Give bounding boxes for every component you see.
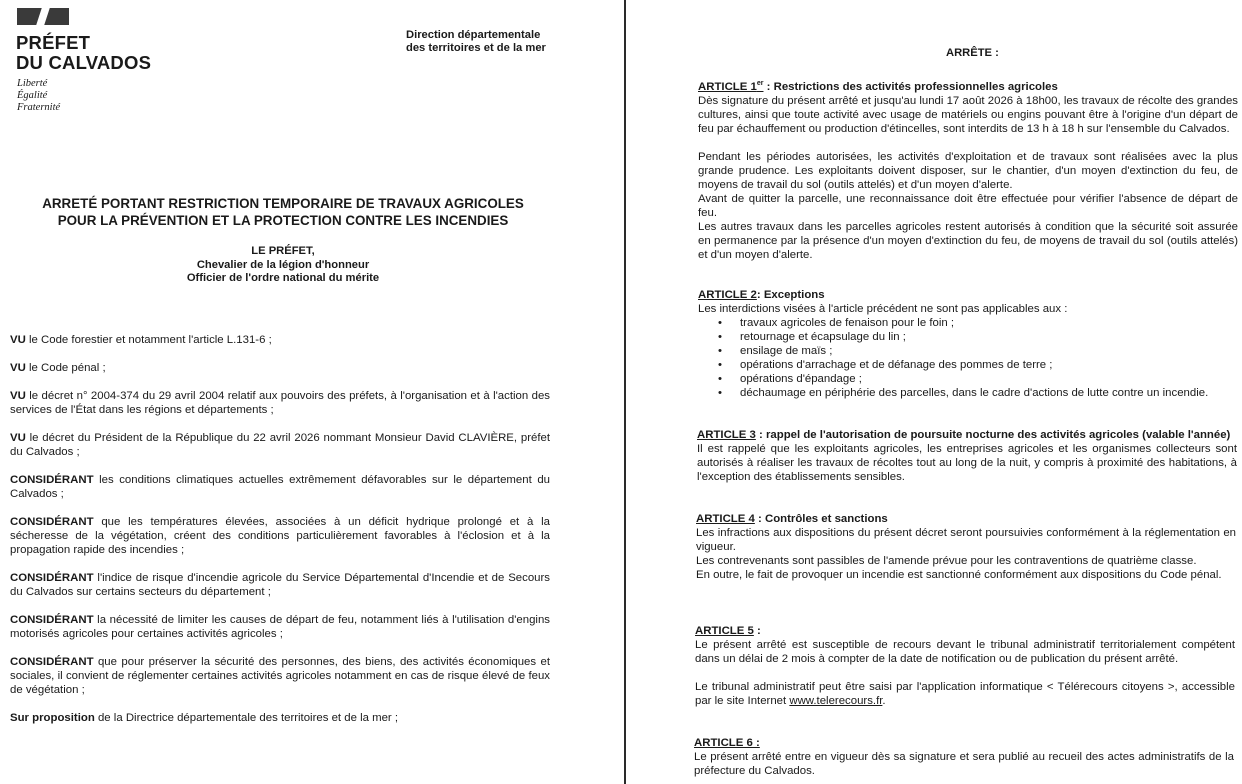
list-item: • opérations d'arrachage et de défanage des pommes de terre ;	[740, 358, 1238, 372]
article-2-heading: ARTICLE 2: Exceptions	[698, 289, 825, 301]
considerant-paragraph: CONSIDÉRANT l'indice de risque d'incendie agricole du Service Départemental d'Incendie et de Secours du Calvados sur certains secteurs du département ;	[10, 572, 550, 598]
page-divider	[624, 0, 626, 784]
article-2: ARTICLE 2: Exceptions Les interdictions visées à l'article précédent ne sont pas applicables aux : • travaux agricoles de fenaison pour le foin ; • retournage et écapsulage du lin ; • ensilage de maïs ; • opérations d'arrachage et de défanage des pommes de terre ; • opérations d'épandage ; • déchaumage en périphérie des parcelles, dans le cadre d'actions de lutte contre un incendie.	[698, 288, 1238, 400]
document-title: ARRETÉ PORTANT RESTRICTION TEMPORAIRE DE TRAVAUX AGRICOLES POUR LA PRÉVENTION ET LA PROTECTION CONTRE LES INCENDIES	[42, 196, 524, 228]
telerecours-paragraph: Le tribunal administratif peut être saisi par l'application informatique < Télérecours citoyens >, accessible par le site Internet www.telerecours.fr.	[695, 681, 1235, 707]
list-item: • ensilage de maïs ;	[740, 344, 1238, 358]
considerant-paragraph: CONSIDÉRANT la nécessité de limiter les causes de départ de feu, notamment liés à l'utilisation d'engins motorisés agricoles pour certaines activités agricoles ;	[10, 614, 550, 640]
issuing-direction: Direction départementale des territoires et de la mer	[406, 29, 546, 54]
list-item: • déchaumage en périphérie des parcelles, dans le cadre d'actions de lutte contre un incendie.	[740, 386, 1238, 400]
list-item: • retournage et écapsulage du lin ;	[740, 330, 1238, 344]
considerant-paragraph: CONSIDÉRANT les conditions climatiques actuelles extrêmement défavorables sur le département du Calvados ;	[10, 474, 550, 500]
article-3: ARTICLE 3 : rappel de l'autorisation de poursuite nocturne des activités agricoles (valable l'année) Il est rappelé que les exploitants agricoles, les entreprises agricoles et les organismes collecteurs sont autorisés à réaliser les travaux de récoltes tout au long de la nuit, y compris à proximité des habitations, à l'exception des établissements sensibles.	[697, 429, 1237, 483]
arrete-heading: ARRÊTE :	[946, 47, 999, 59]
proposition-paragraph: Sur proposition de la Directrice départementale des territoires et de la mer ;	[10, 712, 399, 724]
article-6: ARTICLE 6 : Le présent arrêté entre en vigueur dès sa signature et sera publié au recueil des actes administratifs de la préfecture du Calvados.	[694, 737, 1234, 777]
visa-paragraph: VU le Code forestier et notamment l'article L.131-6 ;	[10, 334, 272, 346]
right-page	[628, 0, 1242, 784]
visa-paragraph: VU le Code pénal ;	[10, 362, 106, 374]
article-1-heading: ARTICLE 1er : Restrictions des activités professionnelles agricoles	[698, 80, 1058, 93]
article-6-heading: ARTICLE 6 :	[694, 737, 760, 749]
visa-paragraph: VU le décret n° 2004-374 du 29 avril 2004 relatif aux pouvoirs des préfets, à l'organisation et à l'action des services de l'État dans les régions et départements ;	[10, 390, 550, 416]
article-1: ARTICLE 1er : Restrictions des activités professionnelles agricoles Dès signature du présent arrêté et jusqu'au lundi 17 août 2026 à 18h00, les travaux de récolte des grandes cultures, ainsi que toute activité avec usage de matériels ou engins pouvant être à l'origine d'un départ de feu par échauffement ou production d'étincelles, sont interdits de 13 h à 18 h sur l'ensemble du Calvados. Pendant les périodes autorisées, les activités d'exploitation et de travaux sont réalisées avec la plus grande prudence. Les exploitants doivent disposer, sur le chantier, d'un moyen d'extinction du feu, de moyens de travail du sol (outils attelés) et d'un moyen d'alerte. Avant de quitter la parcelle, une reconnaissance doit être effectuée pour vérifier l'absence de départ de feu. Les autres travaux dans les parcelles agricoles restent autorisés à condition que la sécurité soit assurée en permanence par la présence d'un moyen d'extinction du feu, de moyens de travail du sol (outils attelés) et d'un moyen d'alerte.	[698, 77, 1238, 262]
visa-paragraph: VU le décret du Président de la République du 22 avril 2026 nommant Monsieur David CLAVIÈRE, préfet du Calvados ;	[10, 432, 550, 458]
article-3-heading: ARTICLE 3 : rappel de l'autorisation de poursuite nocturne des activités agricoles (valable l'année)	[697, 429, 1231, 441]
prefect-titles: LE PRÉFET, Chevalier de la légion d'honneur Officier de l'ordre national du mérite	[186, 245, 380, 284]
considerant-paragraph: CONSIDÉRANT que pour préserver la sécurité des personnes, des biens, des activités économiques et sociales, il convient de réglementer certaines activités agricoles notamment en cas de risque élevé de feux de végétation ;	[10, 656, 550, 696]
article-4-heading: ARTICLE 4 : Contrôles et sanctions	[696, 513, 888, 525]
article-4: ARTICLE 4 : Contrôles et sanctions Les infractions aux dispositions du présent décret seront poursuivies conformément à la réglementation en vigueur. Les contrevenants sont passibles de l'amende prévue pour les contraventions de quatrième classe. En outre, le fait de provoquer un incendie est sanctionné conformément aux dispositions du Code pénal.	[696, 513, 1236, 581]
prefecture-name: PRÉFET DU CALVADOS	[16, 32, 152, 73]
article-5: ARTICLE 5 : Le présent arrêté est susceptible de recours devant le tribunal administratif territorialement compétent dans un délai de 2 mois à compter de la date de notification ou de publication du présent arrêté. Le tribunal administratif peut être saisi par l'application informatique < Télérecours citoyens >, accessible par le site Internet www.telerecours.fr.	[695, 625, 1235, 707]
list-item: • opérations d'épandage ;	[740, 372, 1238, 386]
exceptions-list	[698, 316, 1238, 400]
considerant-paragraph: CONSIDÉRANT que les températures élevées, associées à un déficit hydrique prolongé et à la sécheresse de la végétation, créent des conditions particulièrement favorables à l'éclosion et à la propagation rapide des incendies ;	[10, 516, 550, 556]
article-5-heading: ARTICLE 5 :	[695, 625, 761, 637]
telerecours-link[interactable]: www.telerecours.fr	[789, 695, 883, 707]
republic-motto: Liberté Égalité Fraternité	[17, 78, 61, 113]
list-item: • travaux agricoles de fenaison pour le foin ;	[740, 316, 1238, 330]
marianne-logo	[17, 8, 69, 25]
